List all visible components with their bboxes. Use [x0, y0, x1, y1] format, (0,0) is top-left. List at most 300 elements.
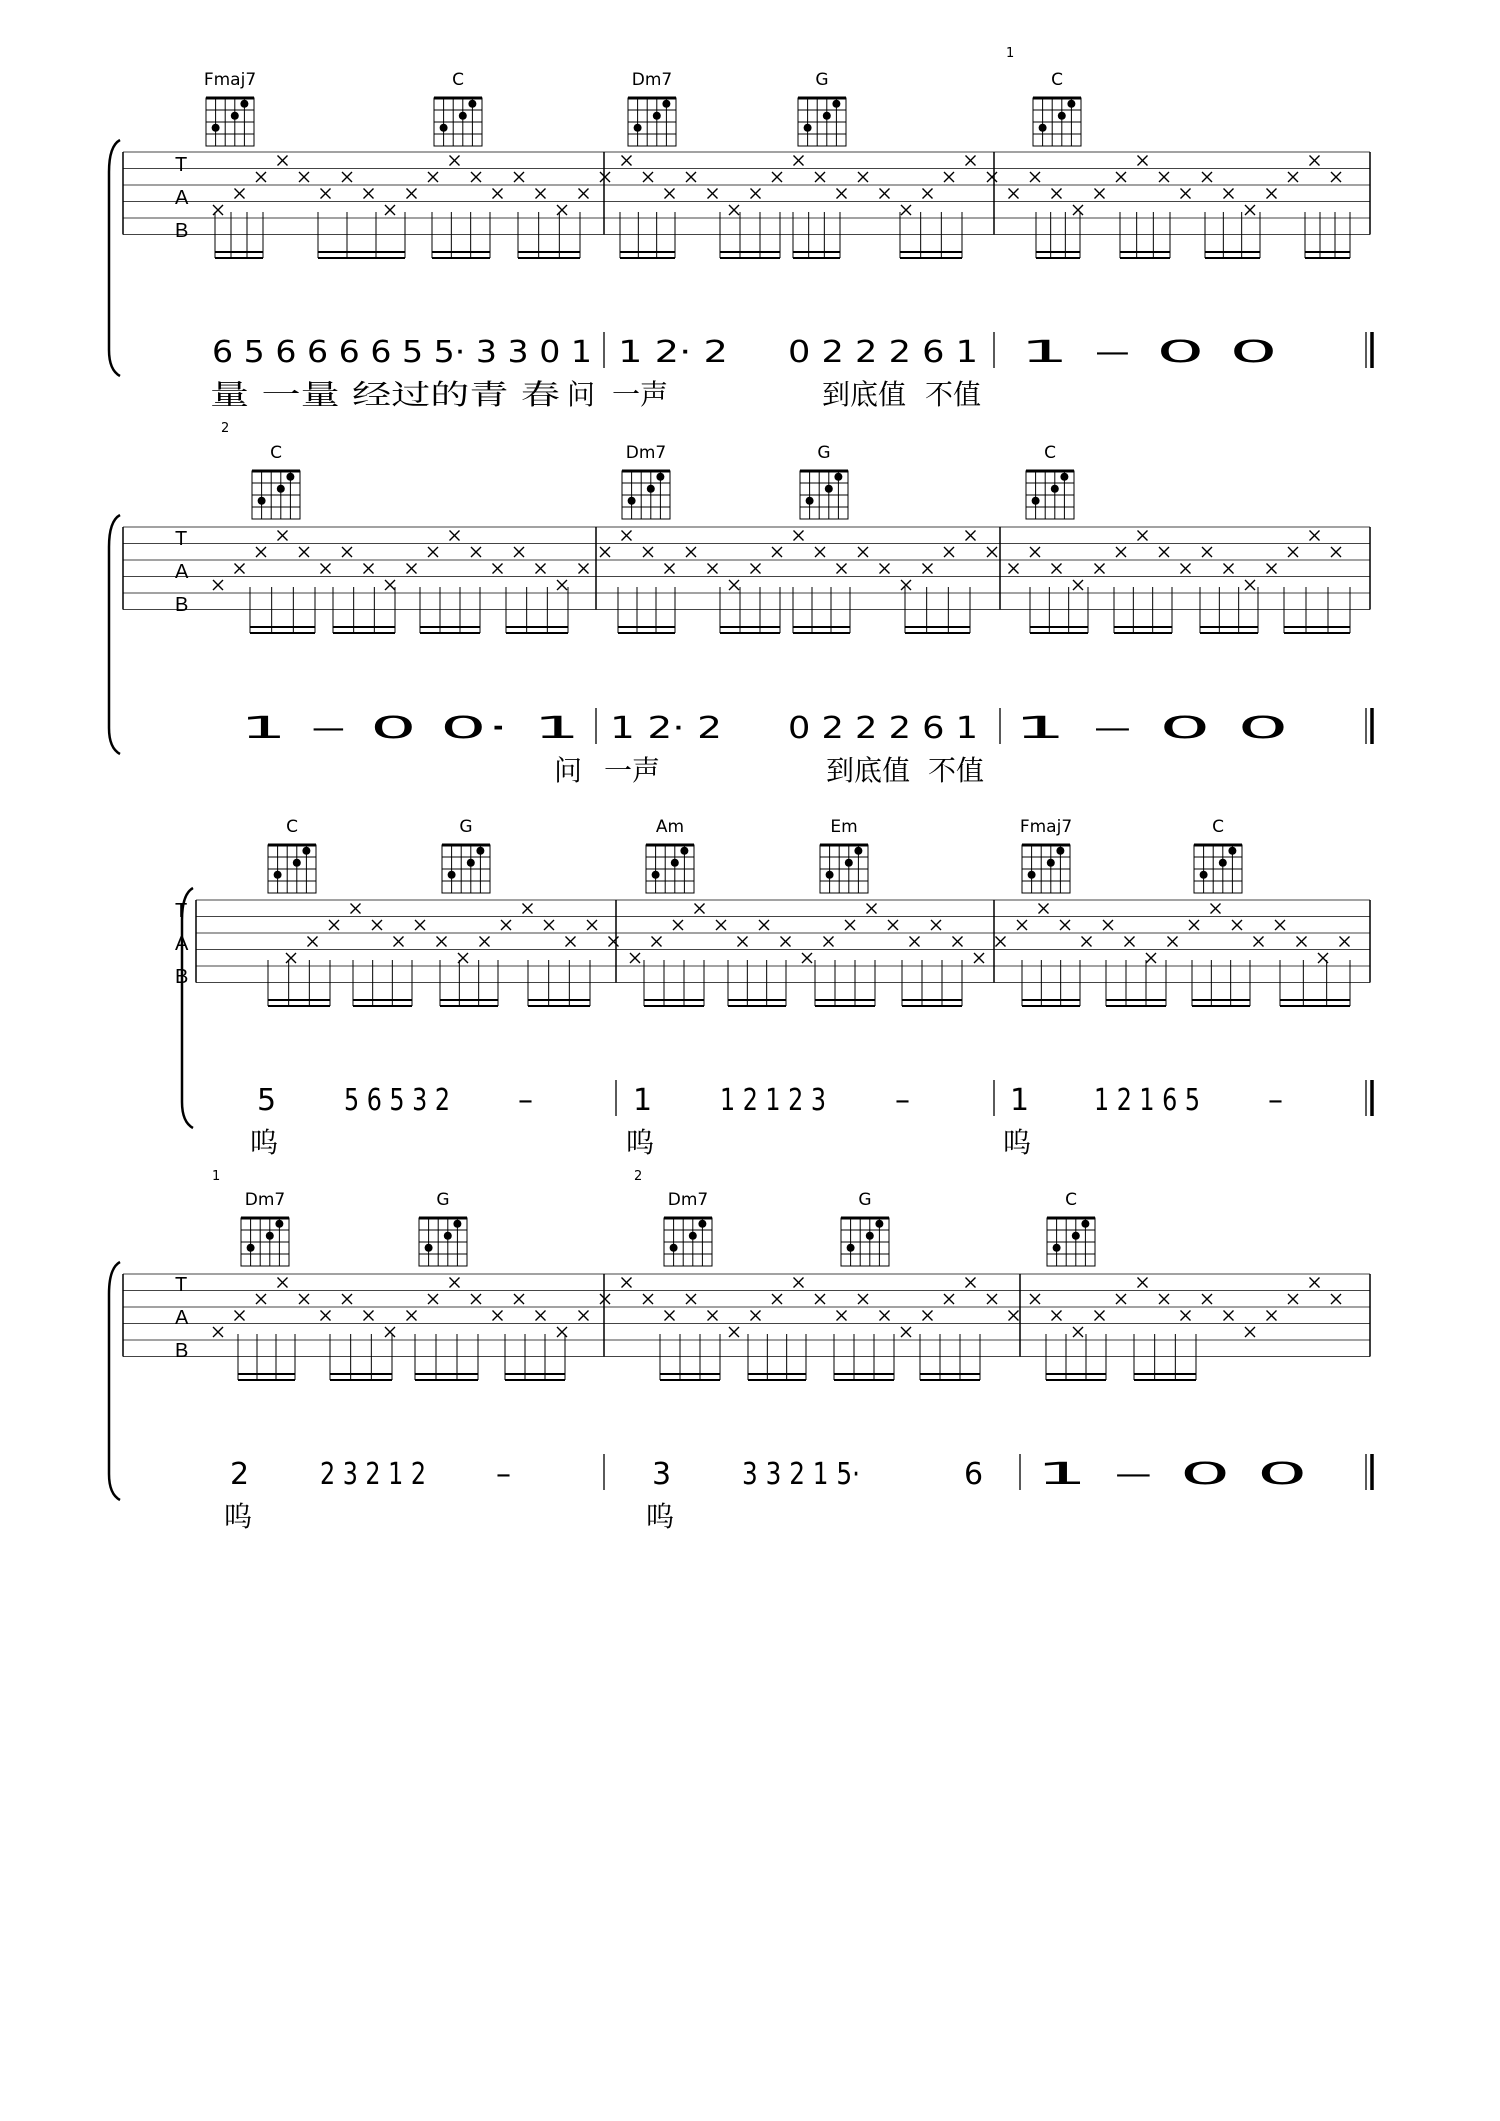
x-notehead — [880, 189, 890, 199]
x-notehead — [1073, 580, 1083, 590]
x-notehead — [1030, 172, 1040, 182]
x-notehead — [600, 1294, 610, 1304]
x-notehead — [1030, 547, 1040, 557]
x-notehead — [815, 547, 825, 557]
x-notehead — [1009, 564, 1019, 574]
numbered-notation: 1 – 0 0 — [1020, 335, 1278, 370]
x-notehead — [944, 172, 954, 182]
x-notehead — [493, 564, 503, 574]
lyric: 呜 — [626, 1126, 655, 1159]
x-notehead — [514, 172, 524, 182]
x-notehead — [1275, 920, 1285, 930]
x-notehead — [342, 547, 352, 557]
x-notehead — [557, 205, 567, 215]
x-notehead — [888, 920, 898, 930]
x-notehead — [837, 564, 847, 574]
x-notehead — [1297, 937, 1307, 947]
x-notehead — [587, 920, 597, 930]
chord-dot — [806, 497, 814, 505]
lyric: 不值 — [925, 378, 982, 411]
x-notehead — [794, 156, 804, 166]
chord-dot — [277, 485, 285, 493]
system-3 — [175, 817, 1283, 1159]
x-notehead — [342, 1294, 352, 1304]
x-notehead — [299, 172, 309, 182]
x-notehead — [600, 172, 610, 182]
x-notehead — [1211, 904, 1221, 914]
x-notehead — [372, 920, 382, 930]
x-notehead — [299, 547, 309, 557]
chord-dot — [652, 871, 660, 879]
x-notehead — [622, 531, 632, 541]
x-notehead — [673, 920, 683, 930]
system-brace — [109, 140, 120, 376]
tab-clef-a: A — [175, 933, 189, 955]
x-notehead — [643, 172, 653, 182]
x-notehead — [278, 156, 288, 166]
chord-dot — [875, 1220, 883, 1228]
x-notehead — [1202, 1294, 1212, 1304]
x-notehead — [579, 1311, 589, 1321]
x-notehead — [1318, 953, 1328, 963]
x-notehead — [1095, 189, 1105, 199]
x-notehead — [364, 1311, 374, 1321]
x-notehead — [643, 1294, 653, 1304]
x-notehead — [1232, 920, 1242, 930]
x-notehead — [1245, 1327, 1255, 1337]
chord-dot — [1053, 1244, 1061, 1252]
x-notehead — [278, 1278, 288, 1288]
chord-dot — [628, 497, 636, 505]
x-notehead — [923, 564, 933, 574]
x-notehead — [1116, 172, 1126, 182]
numbered-notation: 1 2 1 6 5 — [1094, 1083, 1200, 1118]
x-notehead — [1202, 172, 1212, 182]
chord-name: G — [459, 817, 473, 837]
x-notehead — [1331, 547, 1341, 557]
tab-clef-a: A — [175, 561, 189, 583]
x-notehead — [394, 937, 404, 947]
numbered-notation: 2 — [230, 1457, 250, 1492]
x-notehead — [738, 937, 748, 947]
x-notehead — [1146, 953, 1156, 963]
x-notehead — [686, 172, 696, 182]
system-brace — [109, 515, 120, 754]
chord-dot — [656, 473, 664, 481]
x-notehead — [278, 531, 288, 541]
numbered-notation: 0 2 2 2 6 1 — [788, 335, 978, 370]
x-notehead — [299, 1294, 309, 1304]
tab-clef-a: A — [175, 187, 189, 209]
numbered-notation: 6 5 6 6 6 6 5 5· 3 3 0 1 — [212, 335, 592, 370]
chord-dot — [1056, 847, 1064, 855]
x-notehead — [256, 172, 266, 182]
chord-dot — [247, 1244, 255, 1252]
chord-dot — [866, 1232, 874, 1240]
numbered-notation: 5 — [257, 1083, 277, 1118]
x-notehead — [1267, 564, 1277, 574]
x-notehead — [824, 937, 834, 947]
tab-clef-a: A — [175, 1307, 189, 1329]
x-notehead — [1189, 920, 1199, 930]
x-notehead — [256, 547, 266, 557]
x-notehead — [1245, 205, 1255, 215]
tab-clef-b: B — [175, 594, 189, 616]
x-notehead — [536, 189, 546, 199]
lyric: 到底值 — [826, 754, 911, 787]
x-notehead — [600, 547, 610, 557]
chord-dot — [845, 859, 853, 867]
x-notehead — [1245, 580, 1255, 590]
x-notehead — [415, 920, 425, 930]
x-notehead — [235, 564, 245, 574]
chord-dot — [468, 100, 476, 108]
x-notehead — [557, 580, 567, 590]
chord-name: Dm7 — [667, 1190, 709, 1210]
x-notehead — [815, 172, 825, 182]
x-notehead — [652, 937, 662, 947]
x-notehead — [1224, 189, 1234, 199]
x-notehead — [772, 172, 782, 182]
chord-dot — [826, 871, 834, 879]
x-notehead — [450, 531, 460, 541]
x-notehead — [407, 564, 417, 574]
chord-dot — [698, 1220, 706, 1228]
chord-dot — [847, 1244, 855, 1252]
x-notehead — [966, 1278, 976, 1288]
x-notehead — [536, 564, 546, 574]
numbered-notation: 5 6 5 3 2 — [344, 1083, 450, 1118]
lyric: 呜 — [646, 1500, 675, 1533]
tab-clef-t: T — [175, 1274, 188, 1296]
x-notehead — [708, 1311, 718, 1321]
x-notehead — [407, 1311, 417, 1321]
chord-dot — [689, 1232, 697, 1240]
x-notehead — [1224, 564, 1234, 574]
x-notehead — [772, 1294, 782, 1304]
chord-name: G — [815, 70, 829, 90]
chord-name: C — [270, 443, 282, 463]
chord-name: Dm7 — [631, 70, 673, 90]
numbered-notation: 2 3 2 1 2 — [320, 1457, 426, 1492]
x-notehead — [235, 1311, 245, 1321]
x-notehead — [458, 953, 468, 963]
x-notehead — [695, 904, 705, 914]
x-notehead — [428, 1294, 438, 1304]
x-notehead — [794, 1278, 804, 1288]
x-notehead — [1060, 920, 1070, 930]
numbered-notation: 1 – 0 0· 1 — [240, 711, 580, 746]
x-notehead — [759, 920, 769, 930]
lyric: 问 — [567, 378, 596, 411]
numbered-notation: – — [1268, 1083, 1283, 1118]
chord-dot — [1028, 871, 1036, 879]
x-notehead — [837, 1311, 847, 1321]
x-notehead — [966, 531, 976, 541]
chord-dot — [293, 859, 301, 867]
x-notehead — [471, 547, 481, 557]
chord-name: G — [817, 443, 831, 463]
x-notehead — [622, 1278, 632, 1288]
x-notehead — [1052, 189, 1062, 199]
lyric: 一声 — [604, 754, 661, 787]
x-notehead — [781, 937, 791, 947]
x-notehead — [437, 937, 447, 947]
x-notehead — [213, 205, 223, 215]
tab-clef-b: B — [175, 220, 189, 242]
x-notehead — [308, 937, 318, 947]
x-notehead — [329, 920, 339, 930]
x-notehead — [1181, 564, 1191, 574]
x-notehead — [428, 172, 438, 182]
x-notehead — [1181, 1311, 1191, 1321]
system-brace — [182, 888, 193, 1128]
x-notehead — [1159, 547, 1169, 557]
x-notehead — [1138, 531, 1148, 541]
x-notehead — [385, 1327, 395, 1337]
x-notehead — [579, 189, 589, 199]
chord-dot — [240, 100, 248, 108]
chord-name: Fmaj7 — [1019, 817, 1073, 837]
x-notehead — [523, 904, 533, 914]
x-notehead — [686, 547, 696, 557]
lyric: 呜 — [224, 1500, 253, 1533]
numbered-notation: – — [895, 1083, 910, 1118]
system-brace — [109, 1262, 120, 1500]
x-notehead — [794, 531, 804, 541]
x-notehead — [751, 189, 761, 199]
x-notehead — [256, 1294, 266, 1304]
x-notehead — [514, 547, 524, 557]
x-notehead — [1039, 904, 1049, 914]
x-notehead — [815, 1294, 825, 1304]
numbered-notation: 3 — [652, 1457, 672, 1492]
x-notehead — [385, 205, 395, 215]
chord-dot — [1058, 112, 1066, 120]
x-notehead — [643, 547, 653, 557]
x-notehead — [987, 172, 997, 182]
x-notehead — [729, 1327, 739, 1337]
x-notehead — [501, 920, 511, 930]
x-notehead — [557, 1327, 567, 1337]
chord-dot — [1047, 859, 1055, 867]
x-notehead — [858, 547, 868, 557]
x-notehead — [845, 920, 855, 930]
x-notehead — [751, 1311, 761, 1321]
volta-label: 1 — [1006, 46, 1015, 61]
x-notehead — [321, 189, 331, 199]
chord-dot — [440, 124, 448, 132]
chord-dot — [266, 1232, 274, 1240]
chord-dot — [453, 1220, 461, 1228]
x-notehead — [351, 904, 361, 914]
x-notehead — [493, 1311, 503, 1321]
x-notehead — [1288, 172, 1298, 182]
system-1 — [175, 46, 1278, 436]
x-notehead — [622, 156, 632, 166]
x-notehead — [716, 920, 726, 930]
x-notehead — [1224, 1311, 1234, 1321]
chord-dot — [804, 124, 812, 132]
chord-dot — [634, 124, 642, 132]
x-notehead — [751, 564, 761, 574]
x-notehead — [729, 205, 739, 215]
x-notehead — [1340, 937, 1350, 947]
chord-dot — [1067, 100, 1075, 108]
chord-dot — [834, 473, 842, 481]
numbered-notation: 3 3 2 1 5· — [742, 1457, 860, 1492]
x-notehead — [514, 1294, 524, 1304]
chord-dot — [832, 100, 840, 108]
x-notehead — [480, 937, 490, 947]
tab-clef-t: T — [175, 154, 188, 176]
x-notehead — [953, 937, 963, 947]
x-notehead — [987, 1294, 997, 1304]
x-notehead — [1082, 937, 1092, 947]
system-4 — [175, 1169, 1308, 1533]
x-notehead — [1017, 920, 1027, 930]
chord-dot — [1072, 1232, 1080, 1240]
chord-dot — [1081, 1220, 1089, 1228]
x-notehead — [910, 937, 920, 947]
x-notehead — [1030, 1294, 1040, 1304]
chord-dot — [274, 871, 282, 879]
chord-name: Dm7 — [244, 1190, 286, 1210]
tab-clef-b: B — [175, 966, 189, 988]
x-notehead — [342, 172, 352, 182]
x-notehead — [837, 189, 847, 199]
x-notehead — [858, 172, 868, 182]
x-notehead — [364, 189, 374, 199]
x-notehead — [493, 189, 503, 199]
x-notehead — [1116, 1294, 1126, 1304]
x-notehead — [1159, 1294, 1169, 1304]
x-notehead — [544, 920, 554, 930]
x-notehead — [1138, 156, 1148, 166]
lyric: 呜 — [1003, 1126, 1032, 1159]
x-notehead — [1009, 189, 1019, 199]
chord-dot — [286, 473, 294, 481]
x-notehead — [286, 953, 296, 963]
chord-dot — [1060, 473, 1068, 481]
x-notehead — [708, 564, 718, 574]
x-notehead — [1202, 547, 1212, 557]
x-notehead — [1181, 189, 1191, 199]
x-notehead — [1073, 205, 1083, 215]
x-notehead — [1138, 1278, 1148, 1288]
x-notehead — [407, 189, 417, 199]
chord-dot — [671, 859, 679, 867]
x-notehead — [1052, 1311, 1062, 1321]
x-notehead — [213, 580, 223, 590]
lyric: 量 一量 经过的青 春 — [210, 378, 560, 411]
numbered-notation: 1 — [633, 1083, 653, 1118]
x-notehead — [321, 564, 331, 574]
x-notehead — [1310, 531, 1320, 541]
numbered-notation: 0 2 2 2 6 1 — [788, 711, 978, 746]
chord-dot — [1051, 485, 1059, 493]
x-notehead — [729, 580, 739, 590]
chord-name: Em — [830, 817, 858, 837]
numbered-notation: 6 — [964, 1457, 984, 1492]
x-notehead — [579, 564, 589, 574]
volta-label: 2 — [221, 421, 230, 436]
x-notehead — [1331, 1294, 1341, 1304]
tab-clef-b: B — [175, 1340, 189, 1362]
chord-dot — [444, 1232, 452, 1240]
lyric: 不值 — [928, 754, 985, 787]
chord-dot — [258, 497, 266, 505]
chord-name: C — [452, 70, 464, 90]
chord-name: C — [286, 817, 298, 837]
chord-name: C — [1065, 1190, 1077, 1210]
chord-dot — [647, 485, 655, 493]
numbered-notation: 1 – 0 0 — [1014, 711, 1289, 746]
x-notehead — [450, 1278, 460, 1288]
chord-dot — [1039, 124, 1047, 132]
x-notehead — [566, 937, 576, 947]
chord-dot — [825, 485, 833, 493]
x-notehead — [1267, 1311, 1277, 1321]
chord-name: C — [1212, 817, 1224, 837]
tab-clef-t: T — [175, 900, 188, 922]
x-notehead — [1009, 1311, 1019, 1321]
chord-dot — [680, 847, 688, 855]
x-notehead — [1310, 156, 1320, 166]
chord-name: C — [1044, 443, 1056, 463]
numbered-notation: 1 2 1 2 3 — [720, 1083, 826, 1118]
x-notehead — [609, 937, 619, 947]
chord-dot — [302, 847, 310, 855]
chord-dot — [425, 1244, 433, 1252]
lyric: 一声 — [612, 378, 669, 411]
x-notehead — [1310, 1278, 1320, 1288]
x-notehead — [901, 205, 911, 215]
lyric: 到底值 — [822, 378, 907, 411]
x-notehead — [686, 1294, 696, 1304]
x-notehead — [1331, 172, 1341, 182]
chord-dot — [467, 859, 475, 867]
x-notehead — [213, 1327, 223, 1337]
x-notehead — [1267, 189, 1277, 199]
x-notehead — [1095, 1311, 1105, 1321]
x-notehead — [364, 564, 374, 574]
system-2 — [175, 443, 1289, 787]
chord-dot — [823, 112, 831, 120]
chord-dot — [1219, 859, 1227, 867]
chord-name: G — [858, 1190, 872, 1210]
x-notehead — [944, 547, 954, 557]
x-notehead — [471, 1294, 481, 1304]
x-notehead — [1159, 172, 1169, 182]
x-notehead — [665, 189, 675, 199]
numbered-notation: – — [496, 1457, 511, 1492]
x-notehead — [987, 547, 997, 557]
chord-name: Am — [655, 817, 685, 837]
x-notehead — [1254, 937, 1264, 947]
chord-dot — [1032, 497, 1040, 505]
x-notehead — [1073, 1327, 1083, 1337]
x-notehead — [665, 1311, 675, 1321]
volta-label: 1 — [212, 1169, 221, 1184]
x-notehead — [450, 156, 460, 166]
chord-name: C — [1051, 70, 1063, 90]
x-notehead — [880, 564, 890, 574]
chord-dot — [1228, 847, 1236, 855]
x-notehead — [923, 1311, 933, 1321]
lyric: 呜 — [250, 1126, 279, 1159]
x-notehead — [665, 564, 675, 574]
